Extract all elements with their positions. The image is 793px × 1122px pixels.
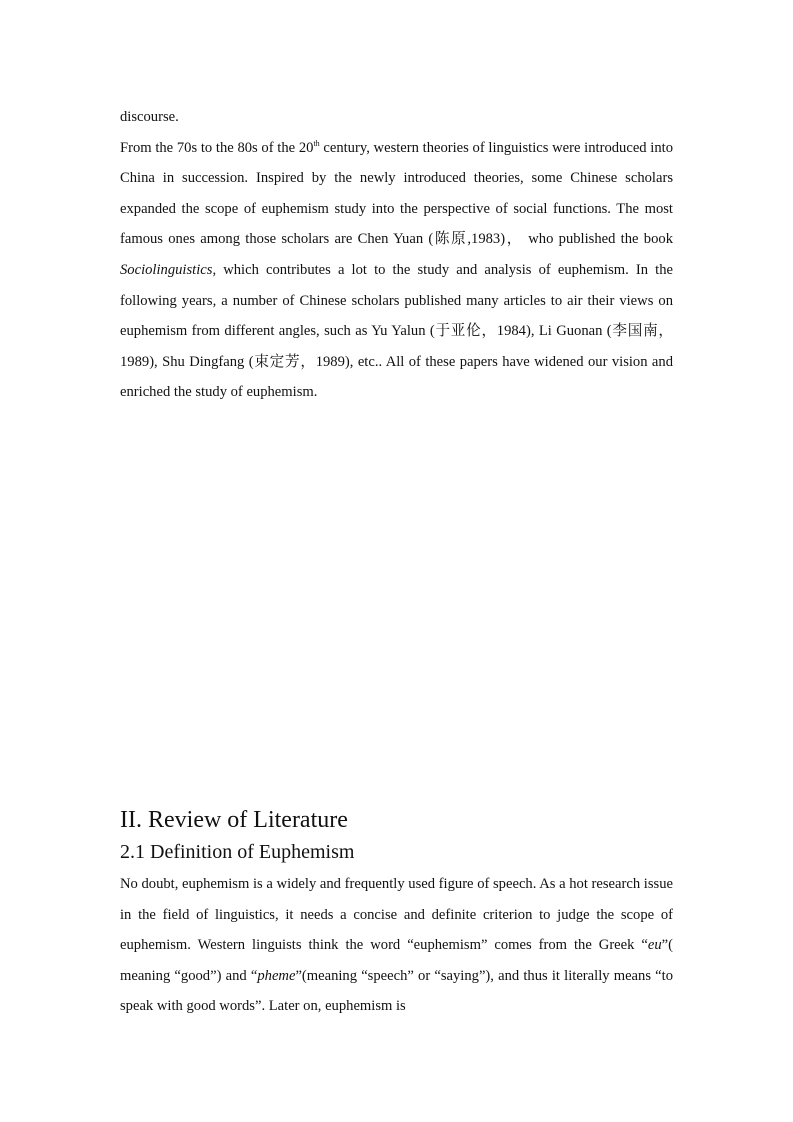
intro-text <box>120 102 673 408</box>
text-span: ”( meaning “good”) and “ <box>120 937 673 984</box>
section-heading: II. Review of Literature <box>120 807 348 833</box>
text-span: century, western theories of linguistics were introduced into China in succession. Inspired by the newly introduced theories, some Chinese scholars expanded the scope of euphemism study into the perspective of social functions. The most famous ones among those scholars are Chen Yuan (陈原,1983)， who published the book <box>120 139 673 248</box>
subsection-heading: 2.1 Definition of Euphemism <box>120 841 355 863</box>
paragraph-definition <box>120 869 673 1022</box>
paragraph-history <box>120 133 673 408</box>
paragraph-continuation: discourse. <box>120 109 179 125</box>
book-title: Sociolinguistics <box>120 261 213 278</box>
superscript-th: th <box>313 138 320 148</box>
greek-term-pheme: pheme <box>257 967 296 984</box>
greek-term-eu: eu <box>647 937 662 954</box>
text-span: No doubt, euphemism is a widely and frequently used figure of speech. As a hot research issue in the field of linguistics, it needs a concise and definite criterion to judge the scope of euphemism. Western linguists think the word “euphemism” comes from the Greek “ <box>120 876 673 954</box>
text-span: , which contributes a lot to the study and analysis of euphemism. In the following years, a number of Chinese scholars published many articles to air their views on euphemism from different angles, such as Yu Yalun (于亚伦，1984), Li Guonan (李国南，1989), Shu Dingfang (束定芳，1989), etc.. All of these papers have widened our vision and enriched the study of euphemism. <box>120 261 673 401</box>
definition-text <box>120 869 673 1022</box>
text-span: ”(meaning “speech” or “saying”), and thus it literally means “to speak with good words”. Later on, euphemism is <box>120 967 674 1015</box>
text-span: From the 70s to the 80s of the 20 <box>120 139 314 156</box>
